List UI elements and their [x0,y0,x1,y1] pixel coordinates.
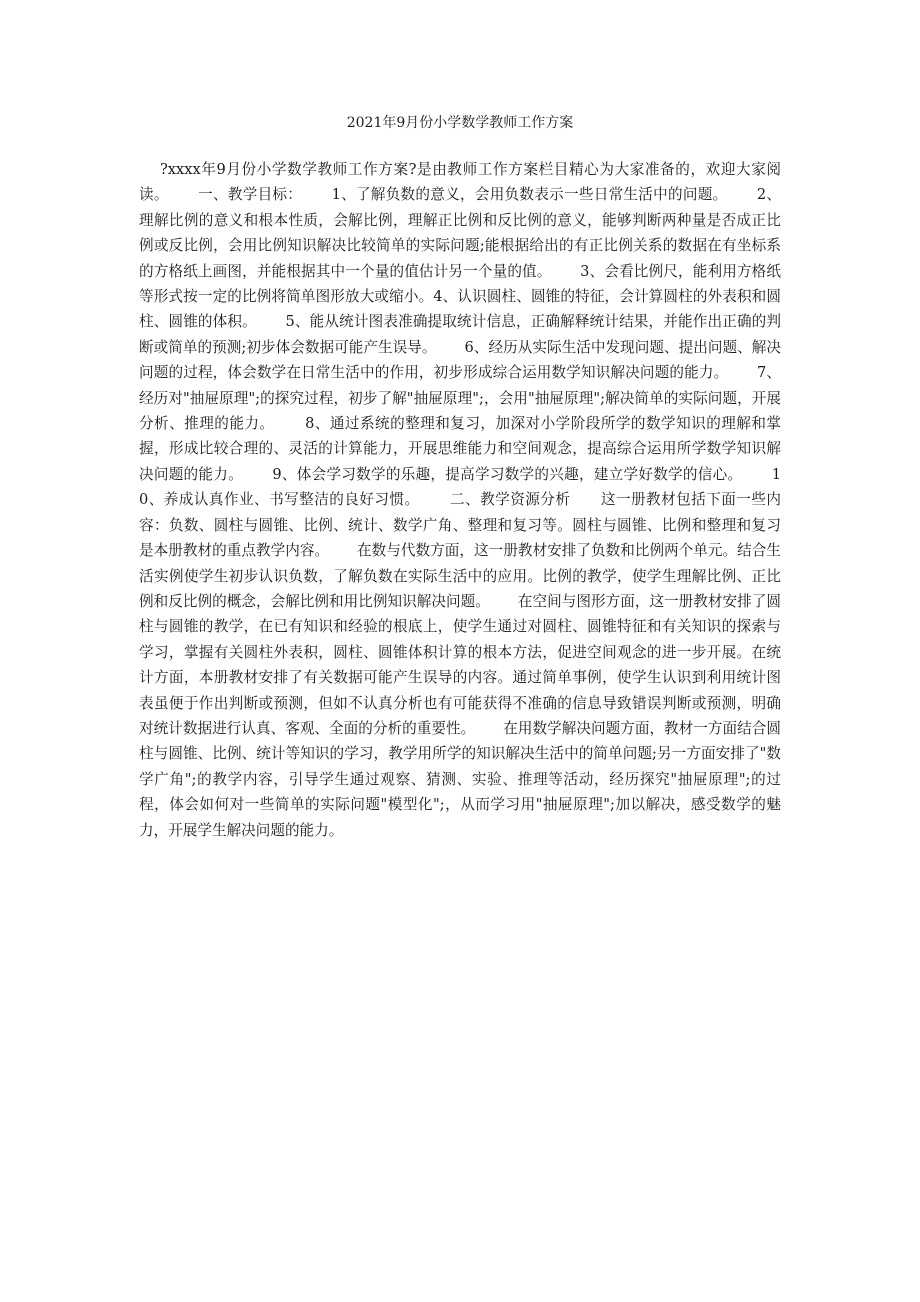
document-page [139,112,781,843]
document-body: ?xxxx年9月份小学数学教师工作方案?是由教师工作方案栏目精心为大家准备的，欢迎大家阅读。 一、教学目标： 1、了解负数的意义，会用负数表示一些日常生活中的问题。 2、理解比例的意义和根本性质，会解比例，理解正比例和反比例的意义，能够判断两种量是否成正比例或反比例，会用比例知识解决比较简单的实际问题;能根据给出的有正比例关系的数据在有坐标系的方格纸上画图，并能根据其中一个量的值估计另一个量的值。 3、会看比例尺，能利用方格纸等形式按一定的比例将简单图形放大或缩小。4、认识圆柱、圆锥的特征，会计算圆柱的外表积和圆柱、圆锥的体积。 5、能从统计图表准确提取统计信息，正确解释统计结果，并能作出正确的判断或简单的预测;初步体会数据可能产生误导。 6、经历从实际生活中发现问题、提出问题、解决问题的过程，体会数学在日常生活中的作用，初步形成综合运用数学知识解决问题的能力。 7、经历对"抽屉原理";的探究过程，初步了解"抽屉原理";，会用"抽屉原理";解决简单的实际问题，开展分析、推理的能力。 8、通过系统的整理和复习，加深对小学阶段所学的数学知识的理解和掌握，形成比较合理的、灵活的计算能力，开展思维能力和空间观念，提高综合运用所学数学知识解决问题的能力。 9、体会学习数学的乐趣，提高学习数学的兴趣，建立学好数学的信心。 10、养成认真作业、书写整洁的良好习惯。 二、教学资源分析 这一册教材包括下面一些内容：负数、圆柱与圆锥、比例、统计、数学广角、整理和复习等。圆柱与圆锥、比例和整理和复习是本册教材的重点教学内容。 在数与代数方面，这一册教材安排了负数和比例两个单元。结合生活实例使学生初步认识负数，了解负数在实际生活中的应用。比例的教学，使学生理解比例、正比例和反比例的概念，会解比例和用比例知识解决问题。 在空间与图形方面，这一册教材安排了圆柱与圆锥的教学，在已有知识和经验的根底上，使学生通过对圆柱、圆锥特征和有关知识的探索与学习，掌握有关圆柱外表积，圆柱、圆锥体积计算的根本方法，促进空间观念的进一步开展。在统计方面，本册教材安排了有关数据可能产生误导的内容。通过简单事例，使学生认识到利用统计图表虽便于作出判断或预测，但如不认真分析也有可能获得不准确的信息导致错误判断或预测，明确对统计数据进行认真、客观、全面的分析的重要性。 在用数学解决问题方面，教材一方面结合圆柱与圆锥、比例、统计等知识的学习，教学用所学的知识解决生活中的简单问题;另一方面安排了"数学广角";的教学内容，引导学生通过观察、猜测、实验、推理等活动，经历探究"抽屉原理";的过程，体会如何对一些简单的实际问题"模型化";，从而学习用"抽屉原理";加以解决，感受数学的魅力，开展学生解决问题的能力。 [139,161,782,839]
document-title: 2021年9月份小学数学教师工作方案 [346,115,574,131]
